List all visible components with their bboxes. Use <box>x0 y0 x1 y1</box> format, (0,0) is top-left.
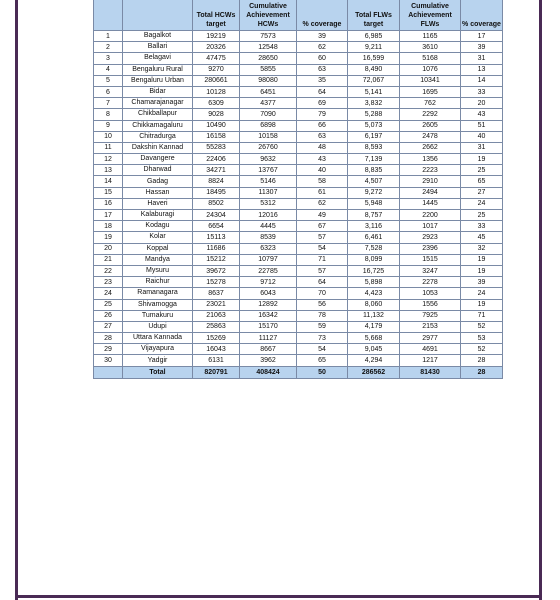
hcw-target: 22406 <box>193 154 240 165</box>
flw-target: 4,423 <box>348 288 400 299</box>
district-name: Bagalkot <box>123 31 193 42</box>
hcw-target: 16043 <box>193 344 240 355</box>
hcw-achievement: 9712 <box>240 277 297 288</box>
flw-achievement: 3247 <box>400 265 461 276</box>
district-name: Dharwad <box>123 165 193 176</box>
flw-target: 4,179 <box>348 321 400 332</box>
flw-target: 16,725 <box>348 265 400 276</box>
table-row <box>94 321 503 332</box>
flw-achievement: 1356 <box>400 154 461 165</box>
hcw-achievement: 8539 <box>240 232 297 243</box>
total-cell: 81430 <box>400 366 461 378</box>
hcw-achievement: 7090 <box>240 109 297 120</box>
row-index: 18 <box>94 221 123 232</box>
table-row <box>94 333 503 344</box>
flw-achievement: 5168 <box>400 53 461 64</box>
flw-target: 9,272 <box>348 187 400 198</box>
total-row <box>94 366 503 378</box>
hcw-achievement: 10797 <box>240 254 297 265</box>
flw-target: 8,593 <box>348 142 400 153</box>
flw-target: 8,757 <box>348 210 400 221</box>
hcw-coverage: 73 <box>297 333 348 344</box>
flw-achievement: 7925 <box>400 310 461 321</box>
table-row <box>94 187 503 198</box>
hcw-achievement: 15170 <box>240 321 297 332</box>
flw-target: 5,141 <box>348 86 400 97</box>
district-name: Mysuru <box>123 265 193 276</box>
row-index: 30 <box>94 355 123 366</box>
flw-coverage: 43 <box>461 109 503 120</box>
flw-coverage: 65 <box>461 176 503 187</box>
row-index: 9 <box>94 120 123 131</box>
flw-target: 8,490 <box>348 64 400 75</box>
hcw-target: 39672 <box>193 265 240 276</box>
header-hcw-target: Total HCWs target <box>193 0 240 31</box>
flw-achievement: 2153 <box>400 321 461 332</box>
flw-target: 6,197 <box>348 131 400 142</box>
hcw-target: 15278 <box>193 277 240 288</box>
table-row <box>94 355 503 366</box>
total-cell: 408424 <box>240 366 297 378</box>
hcw-achievement: 6043 <box>240 288 297 299</box>
flw-coverage: 19 <box>461 254 503 265</box>
hcw-target: 15113 <box>193 232 240 243</box>
total-cell <box>94 366 123 378</box>
table-row <box>94 232 503 243</box>
flw-target: 8,099 <box>348 254 400 265</box>
row-index: 2 <box>94 42 123 53</box>
flw-coverage: 39 <box>461 42 503 53</box>
table-body <box>94 31 503 367</box>
flw-achievement: 4691 <box>400 344 461 355</box>
hcw-coverage: 59 <box>297 321 348 332</box>
district-name: Haveri <box>123 198 193 209</box>
flw-target: 9,211 <box>348 42 400 53</box>
district-name: Chitradurga <box>123 131 193 142</box>
flw-coverage: 25 <box>461 165 503 176</box>
district-name: Raichur <box>123 277 193 288</box>
table-row <box>94 288 503 299</box>
flw-achievement: 2200 <box>400 210 461 221</box>
hcw-achievement: 4445 <box>240 221 297 232</box>
row-index: 10 <box>94 131 123 142</box>
flw-coverage: 24 <box>461 198 503 209</box>
district-name: Chamarajanagar <box>123 98 193 109</box>
flw-target: 8,835 <box>348 165 400 176</box>
flw-coverage: 19 <box>461 154 503 165</box>
hcw-target: 10128 <box>193 86 240 97</box>
hcw-target: 21063 <box>193 310 240 321</box>
flw-achievement: 1217 <box>400 355 461 366</box>
flw-achievement: 2292 <box>400 109 461 120</box>
district-name: Shivamogga <box>123 299 193 310</box>
district-name: Davangere <box>123 154 193 165</box>
hcw-achievement: 10158 <box>240 131 297 142</box>
flw-achievement: 1445 <box>400 198 461 209</box>
hcw-target: 6131 <box>193 355 240 366</box>
total-cell: 28 <box>461 366 503 378</box>
flw-coverage: 52 <box>461 344 503 355</box>
district-name: Chikkamagaluru <box>123 120 193 131</box>
hcw-achievement: 7573 <box>240 31 297 42</box>
flw-achievement: 10341 <box>400 75 461 86</box>
flw-achievement: 2605 <box>400 120 461 131</box>
hcw-target: 24304 <box>193 210 240 221</box>
flw-achievement: 2494 <box>400 187 461 198</box>
flw-target: 3,116 <box>348 221 400 232</box>
district-name: Ballari <box>123 42 193 53</box>
hcw-coverage: 49 <box>297 210 348 221</box>
table-row <box>94 277 503 288</box>
flw-coverage: 25 <box>461 210 503 221</box>
district-name: Belagavi <box>123 53 193 64</box>
hcw-coverage: 64 <box>297 86 348 97</box>
hcw-coverage: 54 <box>297 243 348 254</box>
row-index: 7 <box>94 98 123 109</box>
table-row <box>94 120 503 131</box>
hcw-target: 18495 <box>193 187 240 198</box>
flw-target: 5,668 <box>348 333 400 344</box>
flw-achievement: 1695 <box>400 86 461 97</box>
hcw-achievement: 98080 <box>240 75 297 86</box>
flw-achievement: 762 <box>400 98 461 109</box>
row-index: 27 <box>94 321 123 332</box>
page-border-right <box>539 0 542 600</box>
total-cell: 286562 <box>348 366 400 378</box>
flw-coverage: 28 <box>461 355 503 366</box>
flw-target: 11,132 <box>348 310 400 321</box>
flw-achievement: 2910 <box>400 176 461 187</box>
hcw-target: 10490 <box>193 120 240 131</box>
hcw-achievement: 5312 <box>240 198 297 209</box>
district-name: Hassan <box>123 187 193 198</box>
flw-achievement: 1053 <box>400 288 461 299</box>
flw-coverage: 45 <box>461 232 503 243</box>
district-name: Bengaluru Urban <box>123 75 193 86</box>
hcw-coverage: 62 <box>297 198 348 209</box>
hcw-coverage: 71 <box>297 254 348 265</box>
flw-target: 72,067 <box>348 75 400 86</box>
flw-achievement: 3610 <box>400 42 461 53</box>
row-index: 24 <box>94 288 123 299</box>
hcw-coverage: 60 <box>297 53 348 64</box>
flw-coverage: 13 <box>461 64 503 75</box>
hcw-achievement: 3962 <box>240 355 297 366</box>
flw-coverage: 52 <box>461 321 503 332</box>
hcw-target: 15269 <box>193 333 240 344</box>
hcw-achievement: 28650 <box>240 53 297 64</box>
hcw-target: 8824 <box>193 176 240 187</box>
table-row <box>94 154 503 165</box>
row-index: 12 <box>94 154 123 165</box>
district-name: Udupi <box>123 321 193 332</box>
flw-target: 5,288 <box>348 109 400 120</box>
total-label: Total <box>123 366 193 378</box>
hcw-achievement: 12016 <box>240 210 297 221</box>
flw-target: 7,528 <box>348 243 400 254</box>
flw-coverage: 17 <box>461 31 503 42</box>
flw-coverage: 71 <box>461 310 503 321</box>
district-name: Vijayapura <box>123 344 193 355</box>
header-index <box>94 0 123 31</box>
hcw-coverage: 48 <box>297 142 348 153</box>
table-row <box>94 243 503 254</box>
hcw-coverage: 35 <box>297 75 348 86</box>
hcw-target: 34271 <box>193 165 240 176</box>
hcw-coverage: 57 <box>297 232 348 243</box>
row-index: 14 <box>94 176 123 187</box>
row-index: 4 <box>94 64 123 75</box>
district-name: Kalaburagi <box>123 210 193 221</box>
flw-coverage: 19 <box>461 265 503 276</box>
table-row <box>94 165 503 176</box>
hcw-achievement: 9632 <box>240 154 297 165</box>
flw-coverage: 31 <box>461 142 503 153</box>
flw-coverage: 24 <box>461 288 503 299</box>
hcw-coverage: 78 <box>297 310 348 321</box>
row-index: 25 <box>94 299 123 310</box>
flw-target: 3,832 <box>348 98 400 109</box>
row-index: 3 <box>94 53 123 64</box>
district-name: Uttara Kannada <box>123 333 193 344</box>
flw-coverage: 32 <box>461 243 503 254</box>
row-index: 23 <box>94 277 123 288</box>
flw-achievement: 2278 <box>400 277 461 288</box>
hcw-target: 6309 <box>193 98 240 109</box>
hcw-achievement: 16342 <box>240 310 297 321</box>
flw-achievement: 1556 <box>400 299 461 310</box>
flw-achievement: 1515 <box>400 254 461 265</box>
table-row <box>94 109 503 120</box>
hcw-coverage: 61 <box>297 187 348 198</box>
row-index: 11 <box>94 142 123 153</box>
table-row <box>94 344 503 355</box>
hcw-achievement: 8667 <box>240 344 297 355</box>
hcw-achievement: 4377 <box>240 98 297 109</box>
vaccination-coverage-table <box>93 0 503 379</box>
flw-target: 6,461 <box>348 232 400 243</box>
hcw-achievement: 5146 <box>240 176 297 187</box>
hcw-coverage: 40 <box>297 165 348 176</box>
hcw-target: 9270 <box>193 64 240 75</box>
table-row <box>94 131 503 142</box>
hcw-coverage: 64 <box>297 277 348 288</box>
district-name: Tumakuru <box>123 310 193 321</box>
hcw-coverage: 70 <box>297 288 348 299</box>
flw-coverage: 19 <box>461 299 503 310</box>
hcw-achievement: 6323 <box>240 243 297 254</box>
table-row <box>94 53 503 64</box>
hcw-achievement: 6451 <box>240 86 297 97</box>
hcw-target: 8502 <box>193 198 240 209</box>
flw-target: 5,073 <box>348 120 400 131</box>
total-cell: 820791 <box>193 366 240 378</box>
district-name: Dakshin Kannad <box>123 142 193 153</box>
hcw-coverage: 43 <box>297 154 348 165</box>
row-index: 20 <box>94 243 123 254</box>
table-header-row <box>94 0 503 31</box>
flw-coverage: 40 <box>461 131 503 142</box>
hcw-target: 47475 <box>193 53 240 64</box>
hcw-coverage: 65 <box>297 355 348 366</box>
district-name: Mandya <box>123 254 193 265</box>
row-index: 17 <box>94 210 123 221</box>
flw-coverage: 31 <box>461 53 503 64</box>
page-border-left <box>15 0 18 600</box>
table-row <box>94 254 503 265</box>
flw-coverage: 33 <box>461 86 503 97</box>
hcw-target: 19219 <box>193 31 240 42</box>
row-index: 28 <box>94 333 123 344</box>
district-name: Chikballapur <box>123 109 193 120</box>
header-flw-coverage: % coverage <box>461 0 503 31</box>
hcw-target: 280661 <box>193 75 240 86</box>
table-row <box>94 310 503 321</box>
hcw-coverage: 39 <box>297 31 348 42</box>
hcw-achievement: 22785 <box>240 265 297 276</box>
flw-target: 7,139 <box>348 154 400 165</box>
hcw-achievement: 12548 <box>240 42 297 53</box>
flw-target: 5,948 <box>348 198 400 209</box>
flw-coverage: 51 <box>461 120 503 131</box>
flw-coverage: 39 <box>461 277 503 288</box>
hcw-target: 20326 <box>193 42 240 53</box>
flw-achievement: 2923 <box>400 232 461 243</box>
table-row <box>94 176 503 187</box>
header-flw-target: Total FLWs target <box>348 0 400 31</box>
table-row <box>94 265 503 276</box>
district-name: Bengaluru Rural <box>123 64 193 75</box>
row-index: 6 <box>94 86 123 97</box>
hcw-achievement: 11127 <box>240 333 297 344</box>
table-row <box>94 86 503 97</box>
hcw-achievement: 11307 <box>240 187 297 198</box>
hcw-target: 23021 <box>193 299 240 310</box>
flw-target: 9,045 <box>348 344 400 355</box>
flw-coverage: 14 <box>461 75 503 86</box>
page-border-bottom <box>15 595 542 598</box>
flw-target: 16,599 <box>348 53 400 64</box>
hcw-achievement: 6898 <box>240 120 297 131</box>
row-index: 16 <box>94 198 123 209</box>
hcw-target: 25863 <box>193 321 240 332</box>
flw-target: 6,985 <box>348 31 400 42</box>
hcw-coverage: 54 <box>297 344 348 355</box>
flw-achievement: 2223 <box>400 165 461 176</box>
district-name: Koppal <box>123 243 193 254</box>
hcw-achievement: 12892 <box>240 299 297 310</box>
flw-coverage: 27 <box>461 187 503 198</box>
total-cell: 50 <box>297 366 348 378</box>
district-name: Kolar <box>123 232 193 243</box>
row-index: 15 <box>94 187 123 198</box>
row-index: 5 <box>94 75 123 86</box>
hcw-coverage: 66 <box>297 120 348 131</box>
flw-target: 5,898 <box>348 277 400 288</box>
flw-achievement: 2478 <box>400 131 461 142</box>
district-name: Kodagu <box>123 221 193 232</box>
hcw-coverage: 58 <box>297 176 348 187</box>
table-row <box>94 64 503 75</box>
hcw-coverage: 79 <box>297 109 348 120</box>
hcw-target: 16158 <box>193 131 240 142</box>
flw-achievement: 1076 <box>400 64 461 75</box>
district-name: Bidar <box>123 86 193 97</box>
table-row <box>94 98 503 109</box>
table-row <box>94 42 503 53</box>
hcw-achievement: 5855 <box>240 64 297 75</box>
hcw-coverage: 56 <box>297 299 348 310</box>
flw-achievement: 2977 <box>400 333 461 344</box>
table-row <box>94 221 503 232</box>
flw-achievement: 2396 <box>400 243 461 254</box>
district-name: Gadag <box>123 176 193 187</box>
row-index: 13 <box>94 165 123 176</box>
table-row <box>94 299 503 310</box>
district-name: Yadgir <box>123 355 193 366</box>
flw-target: 4,507 <box>348 176 400 187</box>
hcw-coverage: 69 <box>297 98 348 109</box>
row-index: 1 <box>94 31 123 42</box>
flw-coverage: 20 <box>461 98 503 109</box>
flw-achievement: 1017 <box>400 221 461 232</box>
row-index: 8 <box>94 109 123 120</box>
row-index: 21 <box>94 254 123 265</box>
hcw-target: 15212 <box>193 254 240 265</box>
hcw-coverage: 63 <box>297 131 348 142</box>
hcw-achievement: 26760 <box>240 142 297 153</box>
hcw-achievement: 13767 <box>240 165 297 176</box>
flw-coverage: 53 <box>461 333 503 344</box>
hcw-target: 9028 <box>193 109 240 120</box>
flw-achievement: 2662 <box>400 142 461 153</box>
table-row <box>94 210 503 221</box>
district-name: Ramanagara <box>123 288 193 299</box>
hcw-coverage: 57 <box>297 265 348 276</box>
table-row <box>94 31 503 42</box>
row-index: 29 <box>94 344 123 355</box>
header-district <box>123 0 193 31</box>
header-flw-achievement: Cumulative Achievement FLWs <box>400 0 461 31</box>
hcw-coverage: 67 <box>297 221 348 232</box>
flw-achievement: 1165 <box>400 31 461 42</box>
flw-coverage: 33 <box>461 221 503 232</box>
hcw-target: 6654 <box>193 221 240 232</box>
header-hcw-coverage: % coverage <box>297 0 348 31</box>
hcw-coverage: 63 <box>297 64 348 75</box>
row-index: 22 <box>94 265 123 276</box>
flw-target: 8,060 <box>348 299 400 310</box>
table-row <box>94 75 503 86</box>
flw-target: 4,294 <box>348 355 400 366</box>
table-row <box>94 198 503 209</box>
hcw-target: 8637 <box>193 288 240 299</box>
hcw-target: 11686 <box>193 243 240 254</box>
header-hcw-achievement: Cumulative Achievement HCWs <box>240 0 297 31</box>
hcw-coverage: 62 <box>297 42 348 53</box>
row-index: 26 <box>94 310 123 321</box>
hcw-target: 55283 <box>193 142 240 153</box>
row-index: 19 <box>94 232 123 243</box>
table-row <box>94 142 503 153</box>
